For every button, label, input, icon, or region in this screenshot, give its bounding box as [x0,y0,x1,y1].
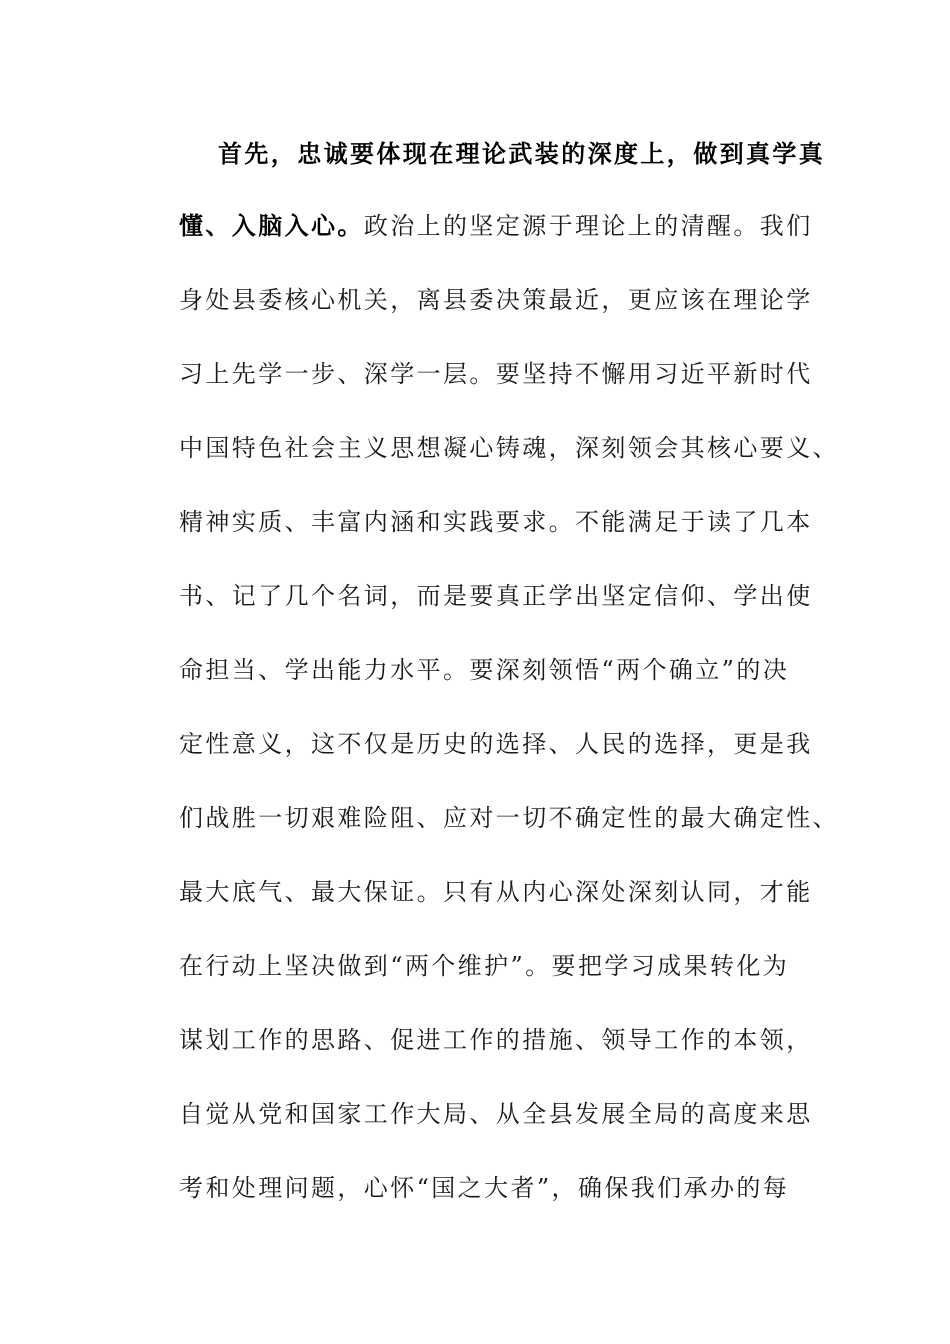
lead-sentence-part-2: 懂、入脑入心。 [179,211,364,240]
paragraph-line-4: 习上先学一步、深学一层。要坚持不懈用习近平新时代 [179,360,813,388]
paragraph-line-1 [218,138,878,170]
paragraph-line-2 [179,210,839,242]
paragraph-line-7: 书、记了几个名词，而是要真正学出坚定信仰、学出使 [179,582,813,610]
paragraph-line-5: 中国特色社会主义思想凝心铸魂，深刻领会其核心要义、 [179,434,839,462]
paragraph-line-14: 自觉从党和国家工作大局、从全县发展全局的高度来思 [179,1100,813,1128]
paragraph-line-11: 最大底气、最大保证。只有从内心深处深刻认同，才能 [179,878,813,906]
paragraph-line-12: 在行动上坚决做到“两个维护”。要把学习成果转化为 [179,952,790,980]
paragraph-line-3: 身处县委核心机关，离县委决策最近，更应该在理论学 [179,286,813,314]
paragraph-line-13: 谋划工作的思路、促进工作的措施、领导工作的本领， [179,1026,813,1054]
paragraph-line-10: 们战胜一切艰难险阻、应对一切不确定性的最大确定性、 [179,804,839,832]
paragraph-line-8: 命担当、学出能力水平。要深刻领悟“两个确立”的决 [179,656,790,684]
line-2-text: 政治上的坚定源于理论上的清醒。我们 [363,212,813,240]
paragraph-line-6: 精神实质、丰富内涵和实践要求。不能满足于读了几本 [179,508,813,536]
paragraph-line-9: 定性意义，这不仅是历史的选择、人民的选择，更是我 [179,730,813,758]
lead-sentence-part-1: 首先，忠诚要体现在理论武装的深度上，做到真学真 [218,139,826,168]
paragraph-line-15: 考和处理问题，心怀“国之大者”，确保我们承办的每 [179,1174,790,1202]
